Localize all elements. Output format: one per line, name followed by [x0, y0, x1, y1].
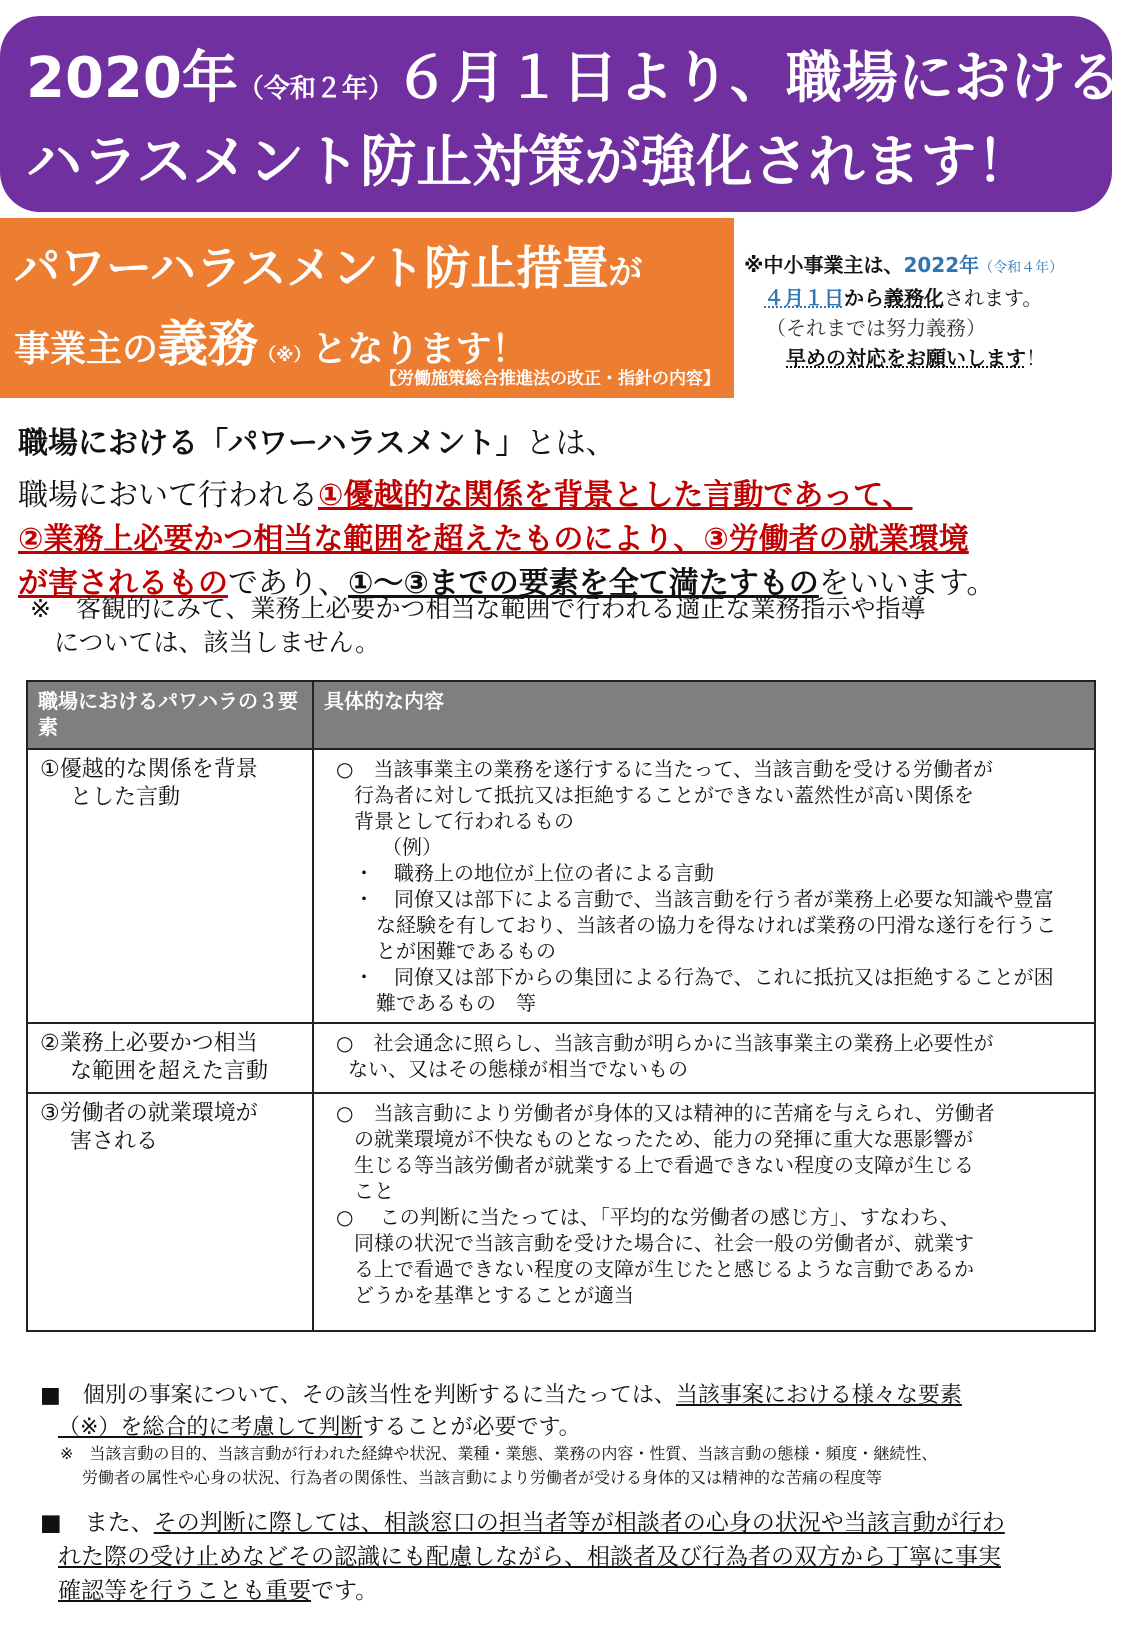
detail-3-line: 同様の状況で当該言動を受けた場合に、社会一般の労働者が、就業す — [354, 1231, 974, 1255]
table-row — [27, 1023, 1095, 1093]
sme-note-suffix: されます。 — [944, 286, 1043, 310]
detail-1-example: 難であるもの 等 — [376, 991, 536, 1015]
element-cell-2 — [27, 1023, 313, 1093]
obligation-note-mark: （※） — [258, 345, 312, 366]
detail-1-example: な経験を有しており、当該者の協力を得なければ業務の円滑な遂行を行うこ — [376, 913, 1056, 937]
judgment-line-2 — [40, 1412, 1110, 1444]
sme-note-line-2 — [744, 283, 1122, 313]
detail-cell-3 — [313, 1093, 1095, 1331]
obligation-becomes: となります！ — [311, 329, 528, 370]
table-row — [27, 749, 1095, 1023]
sme-note-from: から — [844, 286, 884, 310]
sme-note-prefix: ※中小事業主は、 — [744, 253, 904, 277]
detail-cell-1 — [313, 749, 1095, 1023]
sme-note-line-1 — [744, 250, 1122, 283]
element-1-line-1: ①優越的な関係を背景 — [40, 757, 258, 782]
detail-1-line: 行為者に対して抵抗又は拒絶することができない蓋然性が高い関係を — [354, 783, 974, 807]
judgment-end: することが必要です。 — [362, 1415, 581, 1440]
detail-3-line: こと — [354, 1179, 394, 1203]
sme-note-line-4 — [744, 343, 1122, 373]
judgment-intro: ■ 個別の事案について、その該当性を判断するに当たっては、 — [40, 1383, 676, 1408]
detail-3-line: どうかを基準とすることが適当 — [354, 1283, 634, 1307]
table-header-details: 具体的な内容 — [313, 681, 1095, 749]
element-3-line-1: ③労働者の就業環境が — [40, 1101, 258, 1126]
definition-line-1 — [18, 474, 1118, 518]
element-2-line-2: な範囲を超えた言動 — [70, 1059, 269, 1084]
obligation-line-1 — [14, 232, 642, 298]
detail-1-example: ・ 同僚又は部下による言動で、当該言動を行う者が業務上必要な知識や豊富 — [354, 887, 1054, 911]
judgment-comprehensive: （※）を総合的に考慮して判断 — [58, 1415, 363, 1440]
element-3-line-2: 害される — [70, 1129, 159, 1154]
detail-1-example: ・ 同僚又は部下からの集団による行為で、これに抵抗又は拒絶することが困 — [354, 965, 1054, 989]
detail-1-line: 背景として行われるもの — [354, 809, 574, 833]
judgment-section — [40, 1380, 1110, 1444]
detail-1-example: とが困難であるもの — [376, 939, 556, 963]
headline-banner — [0, 16, 1122, 212]
definition-connector: であり、 — [228, 566, 348, 601]
obligation-employer: 事業主の — [14, 329, 159, 370]
definition-end: をいいます。 — [818, 566, 997, 601]
definition-intro: 職場において行われる — [18, 478, 318, 513]
definition-heading — [18, 418, 616, 462]
obligation-particle: が — [608, 253, 643, 293]
caveat-line-2: については、該当しません。 — [54, 628, 381, 657]
headline-line-1 — [26, 42, 1122, 126]
detail-2-line: ○ 社会通念に照らし、当該言動が明らかに当該事業主の業務上必要性が — [336, 1031, 994, 1055]
three-elements-table — [26, 680, 1096, 1332]
obligation-box — [0, 218, 734, 398]
table-row — [27, 1093, 1095, 1331]
consideration-section — [40, 1506, 1110, 1608]
element-2-line-1: ②業務上必要かつ相当 — [40, 1031, 258, 1056]
consideration-text-3: 確認等を行うことも重要 — [58, 1578, 311, 1604]
judgment-line-1 — [40, 1380, 1110, 1412]
headline-year: 2020年 — [26, 46, 238, 111]
headline-line-2: ハラスメント防止対策が強化されます！ — [26, 130, 1033, 195]
sme-note-era: （令和４年） — [979, 260, 1064, 276]
sme-note-request: 早めの対応をお願いします — [786, 346, 1026, 370]
consideration-text-1: その判断に際しては、相談窓口の担当者等が相談者の心身の状況や当該言動が行わ — [153, 1510, 1005, 1536]
sme-note-date: ４月１日 — [764, 286, 844, 310]
sme-note-year: 2022年 — [903, 253, 980, 277]
consideration-line-2 — [40, 1540, 1110, 1574]
detail-3-line: ○ 当該言動により労働者が身体的又は精神的に苦痛を与えられ、労働者 — [336, 1101, 995, 1125]
obligation-law-reference: 【労働施策総合推進法の改正・指針の内容】 — [380, 369, 720, 389]
factors-note-line-1: ※ 当該言動の目的、当該言動が行われた経緯や状況、業種・業態、業務の内容・性質、当該言動の態様・頻度・継続性、 — [60, 1444, 938, 1463]
detail-3-line: の就業環境が不快なものとなったため、能力の発揮に重大な悪影響が — [354, 1127, 974, 1151]
detail-3-line: る上で看過できない程度の支障が生じたと感じるような言動であるか — [354, 1257, 974, 1281]
element-cell-3 — [27, 1093, 313, 1331]
element-cell-1 — [27, 749, 313, 1023]
table-header-elements: 職場におけるパワハラの３要素 — [27, 681, 313, 749]
consideration-text-2: れた際の受け止めなどその認識にも配慮しながら、相談者及び行為者の双方から丁寧に事実 — [58, 1544, 1001, 1570]
factors-note — [60, 1442, 1120, 1490]
detail-1-example-label: （例） — [382, 835, 442, 859]
table-header-row — [27, 681, 1095, 749]
definition-line-2 — [18, 518, 1118, 562]
definition-heading-suffix: とは、 — [525, 426, 616, 461]
definition-all-elements: ①～③までの要素を全て満たすもの — [348, 566, 819, 601]
detail-1-line: ○ 当該事業主の業務を遂行するに当たって、当該言動を受ける労働者が — [336, 757, 994, 781]
detail-3-line: 生じる等当該労働者が就業する上で看過できない程度の支障が生じる — [354, 1153, 974, 1177]
definition-element-2-3: ②業務上必要かつ相当な範囲を超えたものにより、③労働者の就業環境 — [18, 522, 969, 557]
judgment-factors: 当該事案における様々な要素 — [675, 1383, 962, 1408]
consideration-line-3 — [40, 1574, 1110, 1608]
obligation-duty: 義務 — [158, 315, 259, 373]
consideration-end: です。 — [311, 1578, 379, 1604]
detail-1-example: ・ 職務上の地位が上位の者による言動 — [354, 861, 714, 885]
definition-element-1: ①優越的な関係を背景とした言動であって、 — [318, 478, 913, 513]
caveat-line-1: ※ 客観的にみて、業務上必要かつ相当な範囲で行われる適正な業務指示や指導 — [30, 594, 926, 623]
sme-note-line-3: （それまでは努力義務） — [766, 316, 986, 340]
detail-cell-2 — [313, 1023, 1095, 1093]
consideration-line-1 — [40, 1506, 1110, 1540]
detail-2-line: ない、又はその態様が相当でないもの — [348, 1057, 688, 1081]
detail-3-line: ○ この判断に当たっては、「平均的な労働者の感じ方」、すなわち、 — [336, 1205, 960, 1229]
sme-note-exclaim: ！ — [1026, 346, 1046, 370]
definition-element-3-end: が害されるもの — [18, 566, 228, 601]
consideration-intro: ■ また、 — [40, 1510, 154, 1536]
definition-heading-main: 職場における「パワーハラスメント」 — [18, 426, 526, 461]
sme-note — [744, 250, 1122, 373]
headline-date-text: ６月１日より、職場における — [393, 46, 1122, 111]
element-1-line-2: とした言動 — [70, 785, 181, 810]
factors-note-line-2: 労働者の属性や心身の状況、行為者の関係性、当該言動により労働者が受ける身体的又は精神的な苦痛の程度等 — [82, 1468, 883, 1487]
sme-note-mandatory: 義務化 — [884, 286, 944, 310]
definition-text — [18, 474, 1118, 606]
definition-caveat — [30, 592, 1110, 660]
headline-era: （令和２年） — [237, 74, 394, 104]
obligation-title: パワーハラスメント防止措置 — [14, 241, 609, 295]
